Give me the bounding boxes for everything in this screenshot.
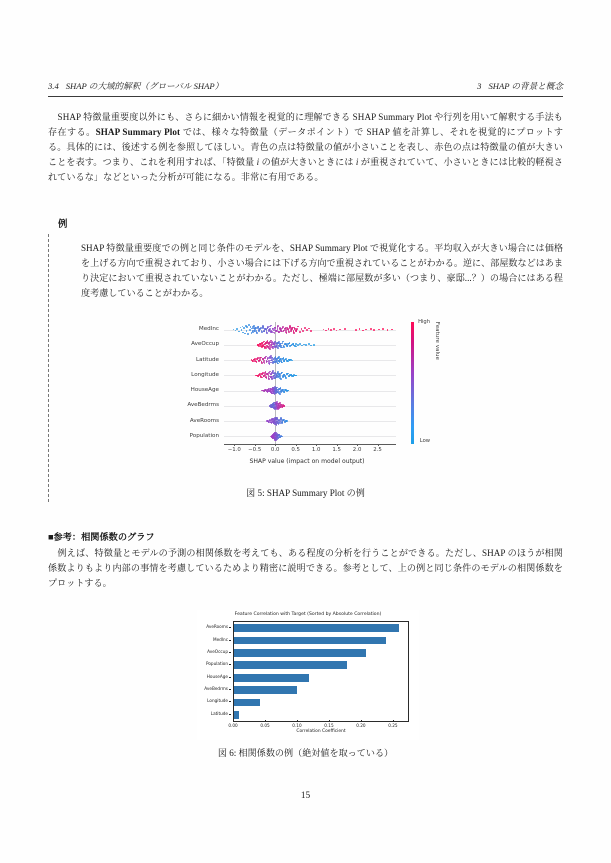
shap-point [325,330,327,332]
shap-point [273,329,275,331]
correlation-y-label-avebedrms: AveBedrms [204,686,228,692]
shap-point [295,330,297,332]
shap-point [283,391,285,393]
shap-y-label-avebedrms: AveBedrms [187,402,219,409]
shap-x-tick-label: 1.5 [332,447,341,453]
shap-point [283,360,285,362]
shap-point [281,421,283,423]
correlation-y-tick-mark [229,652,231,653]
shap-colorbar [411,322,414,444]
shap-point [269,326,271,328]
shap-x-tick-mark [316,444,317,446]
correlation-plot-area [233,621,409,722]
shap-point [306,329,308,331]
shap-x-tick-label: 0.5 [291,447,300,453]
shap-point [330,329,332,331]
shap-y-label-population: Population [189,432,219,439]
correlation-bar [234,674,309,682]
shap-point [278,373,280,375]
shap-point [257,375,259,377]
shap-point [303,344,305,346]
shap-x-tick-label: 0.0 [270,447,280,453]
shap-x-tick-mark [255,444,256,446]
shap-point [236,328,238,330]
running-head [48,80,563,96]
correlation-bar [234,624,399,632]
shap-point [370,328,372,330]
shap-point [294,345,296,347]
correlation-x-tick-mark [233,720,234,722]
shap-point [268,362,270,364]
shap-point [279,343,281,345]
shap-x-tick-mark [357,444,358,446]
shap-colorbar-title: Feature value [434,321,440,360]
shap-point [253,359,255,361]
correlation-y-label-houseage: HouseAge [206,673,228,679]
figure-5-caption: 図 5: SHAP Summary Plot の例 [246,488,365,498]
figure-correlation-bar-chart [197,610,419,740]
shap-y-axis-labels [168,322,222,444]
shap-point [284,328,286,330]
shap-gridline [224,436,396,437]
running-head-left-title: SHAP の大域的解釈（グローバル SHAP） [65,81,224,91]
shap-point [280,418,282,420]
correlation-x-axis-title: Correlation Coefficient [296,729,346,734]
shap-y-label-houseage: HouseAge [190,387,219,394]
shap-point [282,405,284,407]
correlation-y-tick-mark [229,714,231,715]
correlation-x-tick-label: 0.05 [260,723,270,728]
shap-point [291,327,293,329]
shap-point [289,326,291,328]
shap-point [280,436,282,438]
paragraph-intro-text: SHAP 特徴量重要度以外にも、さらに細かい情報を視覚的に理解できる SHAP Summary Plot や行列を用いて解釈する手法も存在する。SHAP Summary Plot では、様々な特徴量（データポイント）で SHAP 値を計算し、それを視覚的にプロットする。具体的には、後述する例を参照してほしい。青色の点は特徴量の値が小さいことを表し、赤色の点は特徴量の値が大きいことを表す。つまり、これを利用すれば、「特徴量 i の値が大きいときには i が重視されていて、小さいときには比較的軽視されているな」などといった分析が可能になる。非常に有用である。 [48,112,563,183]
correlation-y-tick-mark [229,677,231,678]
shap-point [268,329,270,331]
shap-y-label-longitude: Longitude [191,371,219,378]
shap-point [262,358,264,360]
shap-x-tick-label: −1.0 [227,447,241,453]
shap-point [266,331,268,333]
correlation-x-tick-label: 0.15 [324,723,334,728]
shap-x-axis-ticks [224,444,396,456]
shap-point [290,329,292,331]
correlation-x-tick-label: 0.25 [388,723,398,728]
correlation-y-label-longitude: Longitude [207,698,228,704]
shap-plot-area [224,322,396,444]
shap-gridline [224,391,396,392]
correlation-bar [234,699,260,707]
shap-y-label-latitude: Latitude [195,356,219,363]
correlation-x-tick-label: 0.20 [356,723,366,728]
shap-point [238,331,240,333]
shap-point [260,376,262,378]
shap-x-tick-mark [234,444,235,446]
shap-x-axis-title: SHAP value (impact on model output) [249,458,365,465]
shap-x-tick-mark [275,444,276,446]
running-head-right-number: 3 [477,81,482,91]
shap-point [310,345,312,347]
shap-point [263,330,265,332]
correlation-y-label-averooms: AveRooms [206,624,228,630]
shap-point [387,329,389,331]
paragraph-reference [48,546,563,591]
shap-point [310,330,312,332]
correlation-y-label-aveoccup: AveOccup [207,648,228,654]
shap-y-label-averooms: AveRooms [189,417,219,424]
shap-x-tick-mark [337,444,338,446]
shap-point [299,331,301,333]
shap-gridline [224,375,396,376]
shap-point [249,329,251,331]
shap-point [246,326,248,328]
running-head-right-title: SHAP の背景と概念 [488,81,563,91]
shap-x-tick-label: 1.0 [311,447,321,453]
correlation-bar [234,711,239,719]
shap-point [362,330,364,332]
running-head-right [477,80,563,92]
page-number: 15 [300,791,311,801]
example-label: 例 [58,220,68,230]
shap-y-label-aveoccup: AveOccup [191,341,219,348]
shap-colorbar-low-label: Low [419,438,430,444]
shap-point [257,326,259,328]
shap-point [280,330,282,332]
shap-point [278,360,280,362]
correlation-y-tick-mark [229,627,231,628]
figure-shap-summary-plot [168,316,440,474]
shap-point [264,328,266,330]
shap-point [247,333,249,335]
correlation-x-tick-mark [393,720,394,722]
shap-point [286,328,288,330]
shap-point [285,420,287,422]
shap-point [262,326,264,328]
shap-point [313,344,315,346]
correlation-y-tick-mark [229,701,231,702]
correlation-chart-title: Feature Correlation with Target (Sorted by Absolute Correlation) [234,612,382,617]
shap-y-label-medinc: MedInc [198,326,219,333]
shap-point [308,343,310,345]
correlation-bar [234,649,366,657]
correlation-x-tick-mark [329,720,330,722]
correlation-y-label-population: Population [205,661,228,667]
correlation-y-label-latitude: Latitude [210,710,228,716]
shap-x-tick-mark [378,444,379,446]
shap-point [243,327,245,329]
correlation-x-tick-label: 0.10 [292,723,302,728]
correlation-x-tick-mark [361,720,362,722]
shap-point [302,330,304,332]
shap-point [258,329,260,331]
shap-gridline [224,406,396,407]
correlation-y-tick-mark [229,640,231,641]
shap-point [264,372,266,374]
shap-point [259,357,261,359]
correlation-bar [234,686,297,694]
shap-gridline [224,421,396,422]
shap-point [294,375,296,377]
correlation-y-tick-mark [229,689,231,690]
shap-point [286,345,288,347]
correlation-x-tick-mark [265,720,266,722]
shap-point [240,327,242,329]
paragraph-intro [48,110,563,185]
correlation-bar [234,661,347,669]
reference-section-heading: ■参考：相関係数のグラフ [48,532,155,542]
correlation-y-tick-mark [229,664,231,665]
correlation-y-label-medinc: MedInc [212,636,228,642]
figure-6-caption: 図 6: 相関係数の例（絶対値を取っている） [217,748,394,758]
shap-point [265,377,267,379]
running-head-rule [48,96,563,97]
shap-point [280,346,282,348]
paragraph-reference-text: 例えば、特徴量とモデルの予測の相関係数を考えても、ある程度の分析を行うことができる。ただし、SHAP のほうが相関係数よりもより内部の事情を考慮しているためより精密に説明できる。参考として、上の例と同じ条件のモデルの相関係数をプロットする。 [48,548,563,589]
running-head-left-number: 3.4 [48,81,59,91]
shap-point [344,328,346,330]
correlation-y-axis-labels [197,621,231,720]
example-body-text: SHAP 特徴量重要度での例と同じ条件のモデルを、SHAP Summary Plot で視覚化する。平均収入が大きい場合には価格を上げる方向で重視されており、小さい場合には下げる方向で重視されていることがわかる。逆に、部屋数などはあまり決定において重視されていないことがわかる。ただし、極端に部屋数が多い（つまり、豪邸...？）の場合にはある程度考慮していることがわかる。 [81,243,563,299]
shap-point [274,327,276,329]
shap-gridline [224,360,396,361]
correlation-x-tick-label: 0.00 [228,723,238,728]
shap-point [244,333,246,335]
shap-point [282,375,284,377]
shap-point [373,329,375,331]
correlation-x-tick-mark [297,720,298,722]
shap-x-tick-mark [296,444,297,446]
shap-x-tick-label: 2.0 [352,447,362,453]
shap-point [278,331,280,333]
shap-plot-canvas [168,316,440,474]
shap-point [355,329,357,331]
shap-x-tick-label: 2.5 [373,447,382,453]
running-head-left [48,80,223,92]
shap-x-tick-label: −0.5 [248,447,262,453]
shap-colorbar-high-label: High [418,319,430,325]
correlation-bar [234,637,386,645]
